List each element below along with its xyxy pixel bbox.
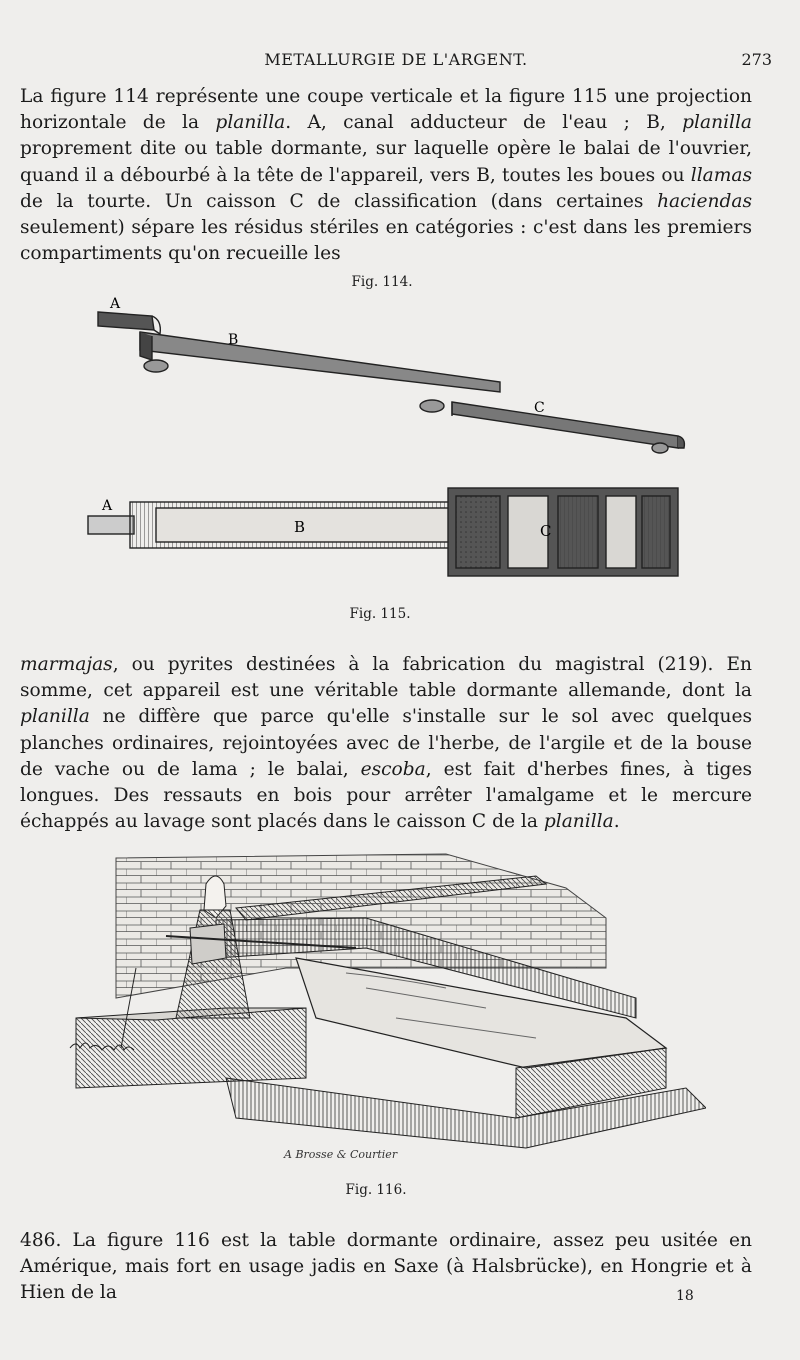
text: , est fait d'herbes fines, à tiges longues. Des ressauts en bois pour arrêter l'amalgame et le mercure échappés au lavage sont placés dans le caisson C de la [20,758,752,833]
running-title: METALLURGIE DE L'ARGENT. [264,50,528,69]
text: . A, canal adducteur de l'eau ; B, [285,112,683,134]
figure-116-engraving [66,848,706,1158]
figure-115-caption: Fig. 115. [349,606,411,622]
italic-term: haciendas [657,190,752,212]
italic-term: marmajas [20,654,113,675]
figure-115-plan-drawing [84,480,684,590]
paragraph-1 [20,84,752,267]
text: . [613,811,620,833]
fig114-label-b: B [228,332,239,348]
italic-term: planilla [682,112,752,134]
page-number: 273 [741,50,772,69]
fig115-label-b: B [294,518,306,536]
italic-term: escoba [360,758,426,780]
italic-term: llamas [690,164,752,186]
italic-term: planilla [20,706,90,728]
text: de la tourte. Un caisson C de classification (dans certaines [20,190,658,212]
fig115-label-a: A [102,498,113,514]
fig114-label-a: A [110,296,121,312]
running-head [20,50,772,72]
text: 486. La figure 116 est la table dormante ordinaire, assez peu usitée en Amérique, mais fort en usage jadis en Saxe (à Halsbrücke), en Hongrie et à Hien de la [20,1230,752,1304]
text: ne diffère que parce qu'elle s'installe sur le sol avec quelques planches ordinaires, rejointoyées avec de l'herbe, de l'argile et de la bouse de vache ou de lama ; le balai, [20,706,752,780]
fig115-label-c: C [540,522,552,540]
text: , ou pyrites destinées à la fabrication du magistral (219). En somme, cet appareil est une véritable table dormante allemande, dont la [20,654,752,702]
figure-114-section-drawing [80,290,700,460]
text: seulement) sépare les résidus stériles en catégories : c'est dans les premiers compartiments qu'on recueille les [20,217,752,265]
paragraph-3 [20,1228,752,1307]
fig114-label-c: C [534,400,545,416]
signature-mark: 18 [676,1288,694,1304]
figure-116-caption: Fig. 116. [345,1182,407,1198]
figure-114-caption: Fig. 114. [351,274,413,290]
italic-term: planilla [215,112,286,134]
italic-term: planilla [543,811,614,833]
paragraph-2 [20,652,752,835]
text: La figure 114 représente une coupe verticale et la figure 115 une projection horizontale de la [20,86,752,134]
text: proprement dite ou table dormante, sur laquelle opère le balai de l'ouvrier, quand il a débourbé à la tête de l'appareil, vers B, toutes les boues ou [20,138,752,186]
engraver-signature: A Brosse & Courtier [284,1148,398,1161]
